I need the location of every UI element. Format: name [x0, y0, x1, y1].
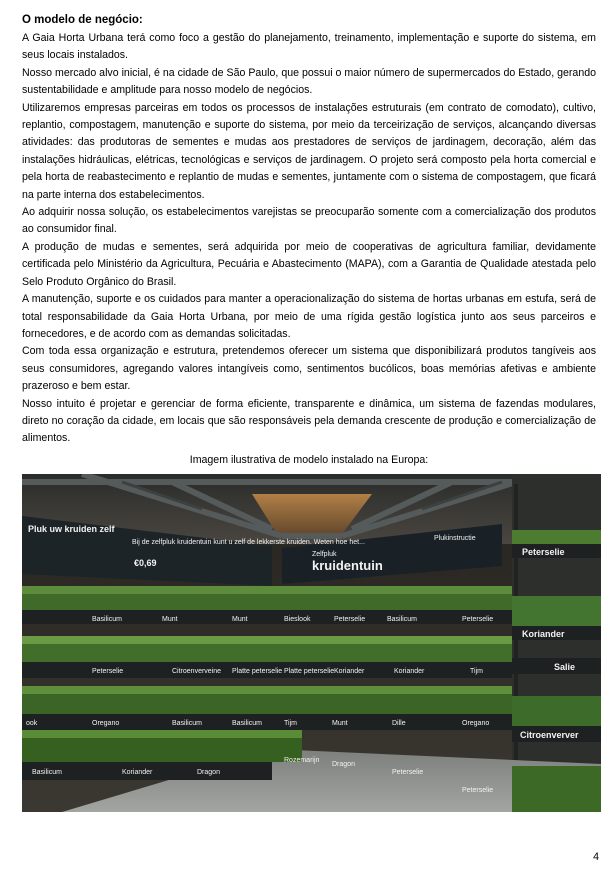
- price-label: €0,69: [134, 557, 157, 568]
- logo-small: Zelfpluk: [312, 550, 337, 558]
- label-bieslook: Bieslook: [284, 615, 311, 623]
- label-peterselie-3: Peterselie: [92, 667, 124, 675]
- label-koriander-right: Koriander: [522, 628, 565, 639]
- label-peterselie-4: Peterselie: [392, 768, 424, 776]
- sign-left-title: Pluk uw kruiden zelf: [28, 523, 115, 534]
- document-page: [22, 12, 596, 812]
- label-basilicum-2: Basilicum: [387, 615, 417, 623]
- herb-garden-photo: [22, 474, 601, 812]
- page-number: 4: [593, 851, 599, 863]
- label-salie-right: Salie: [554, 661, 576, 672]
- label-tijm: Tijm: [470, 667, 483, 675]
- label-peterselie-right: Peterselie: [522, 546, 565, 557]
- image-caption: Imagem ilustrativa de modelo instalado na Europa:: [189, 453, 429, 466]
- label-dragon-2: Dragon: [332, 760, 355, 768]
- section-heading: O modelo de negócio:: [22, 14, 143, 26]
- paragraph-3: Utilizaremos empresas parceiras em todos os processos de instalações estruturais (em contrato de comodato), cultivo, replantio, compostagem, manutenção e suporte do sistema, por meio da terceirização de serviços, alcançando diversas atividades: das produtoras de sementes e mudas aos prestadores de serviços de jardinagem, decoração, além das instalações hidráulicas, elétricas, tecnológicas e serviços de jardinagem. O projeto será composto pela horta comercial e pela horta de reabastecimento e replantio de mudas e sementes, juntamente com o sistema de compostagem, que ficará na parte interna dos estabelecimentos.: [22, 101, 596, 201]
- label-oregano-2: Oregano: [462, 719, 490, 727]
- sign-right-title: Plukinstructie: [434, 534, 476, 542]
- label-munt-2: Munt: [232, 615, 248, 623]
- paragraph-8: Nosso intuito é projetar e gerenciar de forma eficiente, transparente e dinâmica, um sistema de fazendas modulares, direto no coração da cidade, em locais que são responsáveis pela demanda crescente de produção e comercialização de alimentos.: [22, 397, 596, 445]
- label-koriander-3: Koriander: [122, 768, 153, 776]
- label-citroenverveine-1: Citroenverveine: [172, 667, 222, 675]
- label-munt-1: Munt: [162, 615, 178, 623]
- label-koriander-1: Koriander: [334, 667, 365, 675]
- paragraph-7: Com toda essa organização e estrutura, pretendemos oferecer um sistema que disponibilizará produtos tangíveis aos seus consumidores, agregando valores intangíveis como, sentimentos bucólicos, boas memórias afetivas e ambiente prazeroso e bem estar.: [22, 345, 596, 393]
- label-tijm-2: Tijm: [284, 719, 297, 727]
- paragraph-6: A manutenção, suporte e os cuidados para manter a operacionalização do sistema de hortas urbanas em estufa, será de total responsabilidade da Gaia Horta Urbana, por meio de uma rígida gestão logística junto aos seus parceiros e fornecedores, e de acordo com as demandas solicitadas.: [22, 293, 596, 340]
- sign-mid-text: Bij de zelfpluk kruidentuin kunt u zelf de lekkerste kruiden. Weten hoe het...: [132, 538, 365, 546]
- label-peterselie-1: Peterselie: [334, 615, 366, 623]
- label-peterselie-5: Peterselie: [462, 786, 494, 794]
- label-oregano-1: Oregano: [92, 719, 120, 727]
- label-munt-3: Munt: [332, 719, 348, 727]
- label-platte-peterselie-2: Platte peterselie: [284, 667, 335, 675]
- label-peterselie-2: Peterselie: [462, 615, 494, 623]
- label-basilicum-3: Basilicum: [172, 719, 202, 727]
- label-basilicum-5: Basilicum: [32, 768, 62, 776]
- paragraph-5: A produção de mudas e sementes, será adquirida por meio de cooperativas de agricultura familiar, devidamente certificada pelo Ministério da Agricultura, Pecuária e Abastecimento (MAPA), com a Garantia de Qualidade atestada pelo Selo Produto Orgânico do Brasil.: [22, 240, 596, 288]
- logo-big: kruidentuin: [312, 557, 383, 573]
- label-basilicum-4: Basilicum: [232, 719, 262, 727]
- label-ook: ook: [26, 719, 38, 727]
- paragraph-1: A Gaia Horta Urbana terá como foco a gestão do planejamento, treinamento, implementação e suporte do sistema, em seus locais instalados.: [22, 32, 596, 62]
- label-basilicum-1: Basilicum: [92, 615, 122, 623]
- herb-garden-illustration: [22, 474, 601, 812]
- label-koriander-2: Koriander: [394, 667, 425, 675]
- label-rozemarijn: Rozemarijn: [284, 756, 320, 764]
- label-citroenverveine-right: Citroenverver: [520, 729, 579, 740]
- label-dragon-1: Dragon: [197, 768, 220, 776]
- label-platte-peterselie-1: Platte peterselie: [232, 667, 283, 675]
- label-dille: Dille: [392, 719, 406, 727]
- paragraph-4: Ao adquirir nossa solução, os estabelecimentos varejistas se preocuparão somente com a comercialização dos produtos ao consumidor final.: [22, 206, 596, 236]
- paragraph-2: Nosso mercado alvo inicial, é na cidade de São Paulo, que possui o maior número de supermercados do Estado, gerando sustentabilidade e amplitude para nosso modelo de negócios.: [22, 66, 596, 97]
